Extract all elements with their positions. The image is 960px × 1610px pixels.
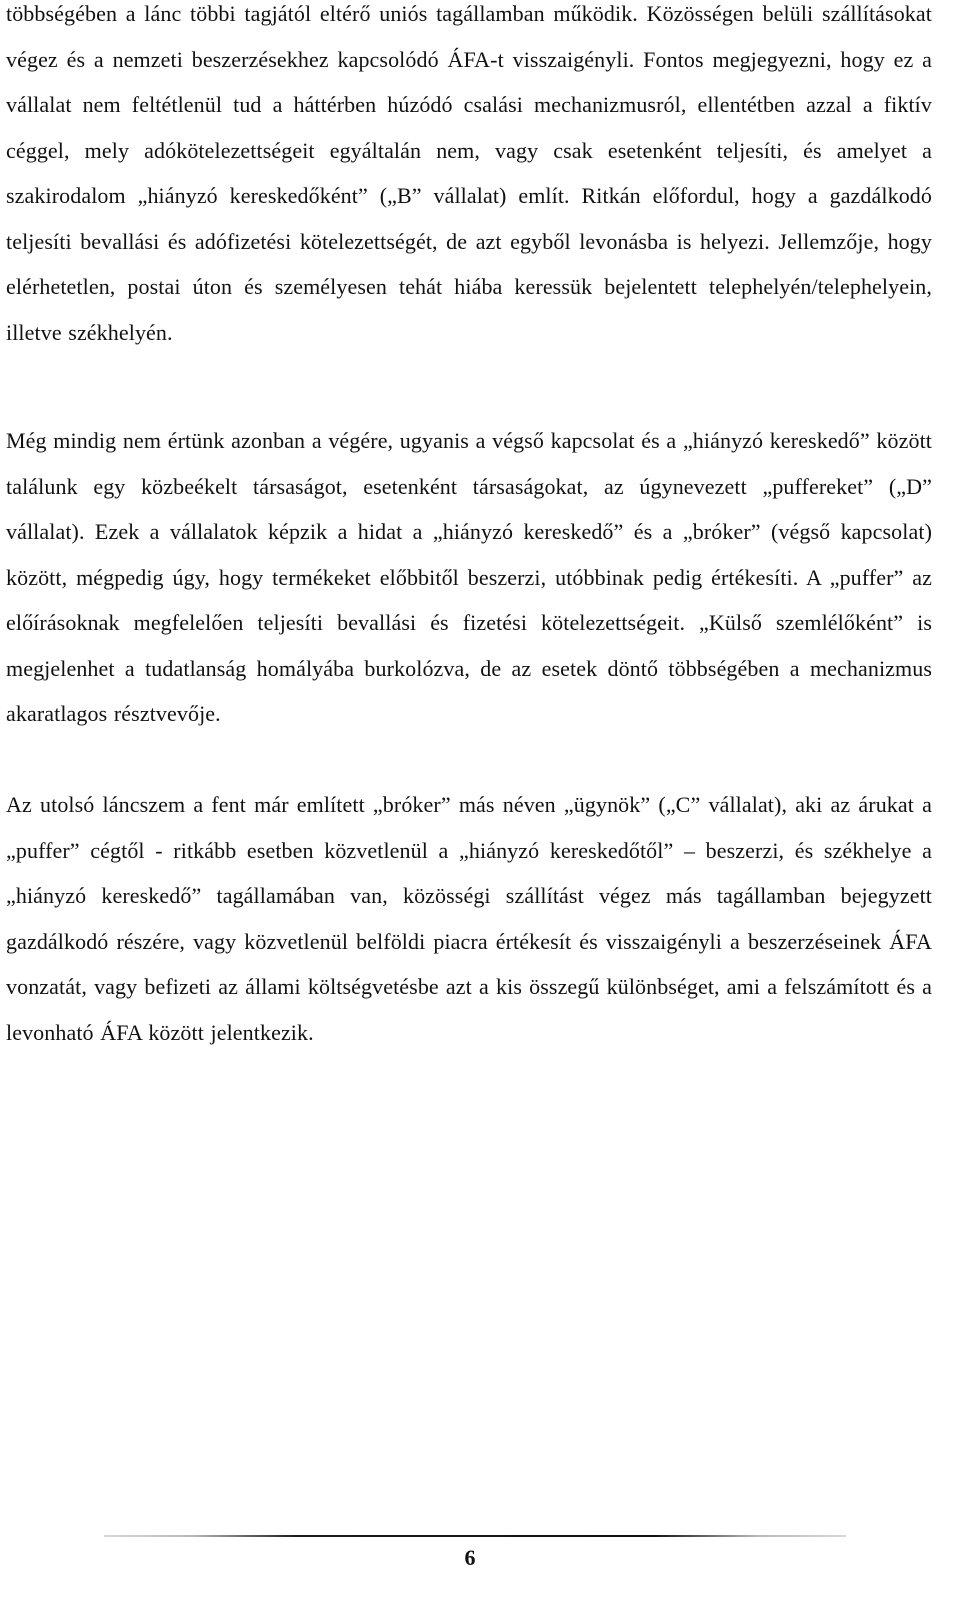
paragraph: Az utolsó láncszem a fent már említett „bróker” más néven „ügynök” („C” vállalat), aki az árukat a „puffer” cégtől - ritkább esetben közvetlenül a „hiányzó kereskedőtől” – beszerzi, és székhelye a „hiányzó kereskedő” tagállamában van, közösségi szállítást végez más tagállamban bejegyzett gazdálkodó részére, vagy közvetlenül belföldi piacra értékesít és visszaigényli a beszerzéseinek ÁFA vonzatát, vagy befizeti az állami költségvetésbe azt a kis összegű különbséget, ami a felszámított és a levonható ÁFA között jelentkezik. [6, 792, 932, 1045]
page-number: 6 [464, 1545, 476, 1570]
paragraph: Még mindig nem értünk azonban a végére, ugyanis a végső kapcsolat és a „hiányzó kereskedő” között találunk egy közbeékelt társaságot, esetenként társaságokat, az úgynevezett „puffereket” („D” vállalat). Ezek a vállalatok képzik a hidat a „hiányzó kereskedő” és a „bróker” (végső kapcsolat) között, mégpedig úgy, hogy termékeket előbbitől beszerzi, utóbbinak pedig értékesíti. A „puffer” az előírásoknak megfelelően teljesíti bevallási és fizetési kötelezettségeit. „Külső szemlélőként” is megjelenhet a tudatlanság homályába burkolózva, de az esetek döntő többségében a mechanizmus akaratlagos résztvevője. [6, 428, 932, 726]
paragraph: többségében a lánc többi tagjától eltérő uniós tagállamban működik. Közösségen belüli szállításokat végez és a nemzeti beszerzésekhez kapcsolódó ÁFA-t visszaigényli. Fontos megjegyezni, hogy ez a vállalat nem feltétlenül tud a háttérben húzódó csalási mechanizmusról, ellentétben azzal a fiktív céggel, mely adókötelezettségeit egyáltalán nem, vagy csak esetenként teljesíti, és amelyet a szakirodalom „hiányzó kereskedőként” („B” vállalat) említ. Ritkán előfordul, hogy a gazdálkodó teljesíti bevallási és adófizetési kötelezettségét, de azt egyből levonásba is helyezi. Jellemzője, hogy elérhetetlen, postai úton és személyesen tehát hiába keressük bejelentett telephelyén/telephelyein, illetve székhelyén. [6, 1, 932, 345]
footer-divider [104, 1535, 846, 1537]
